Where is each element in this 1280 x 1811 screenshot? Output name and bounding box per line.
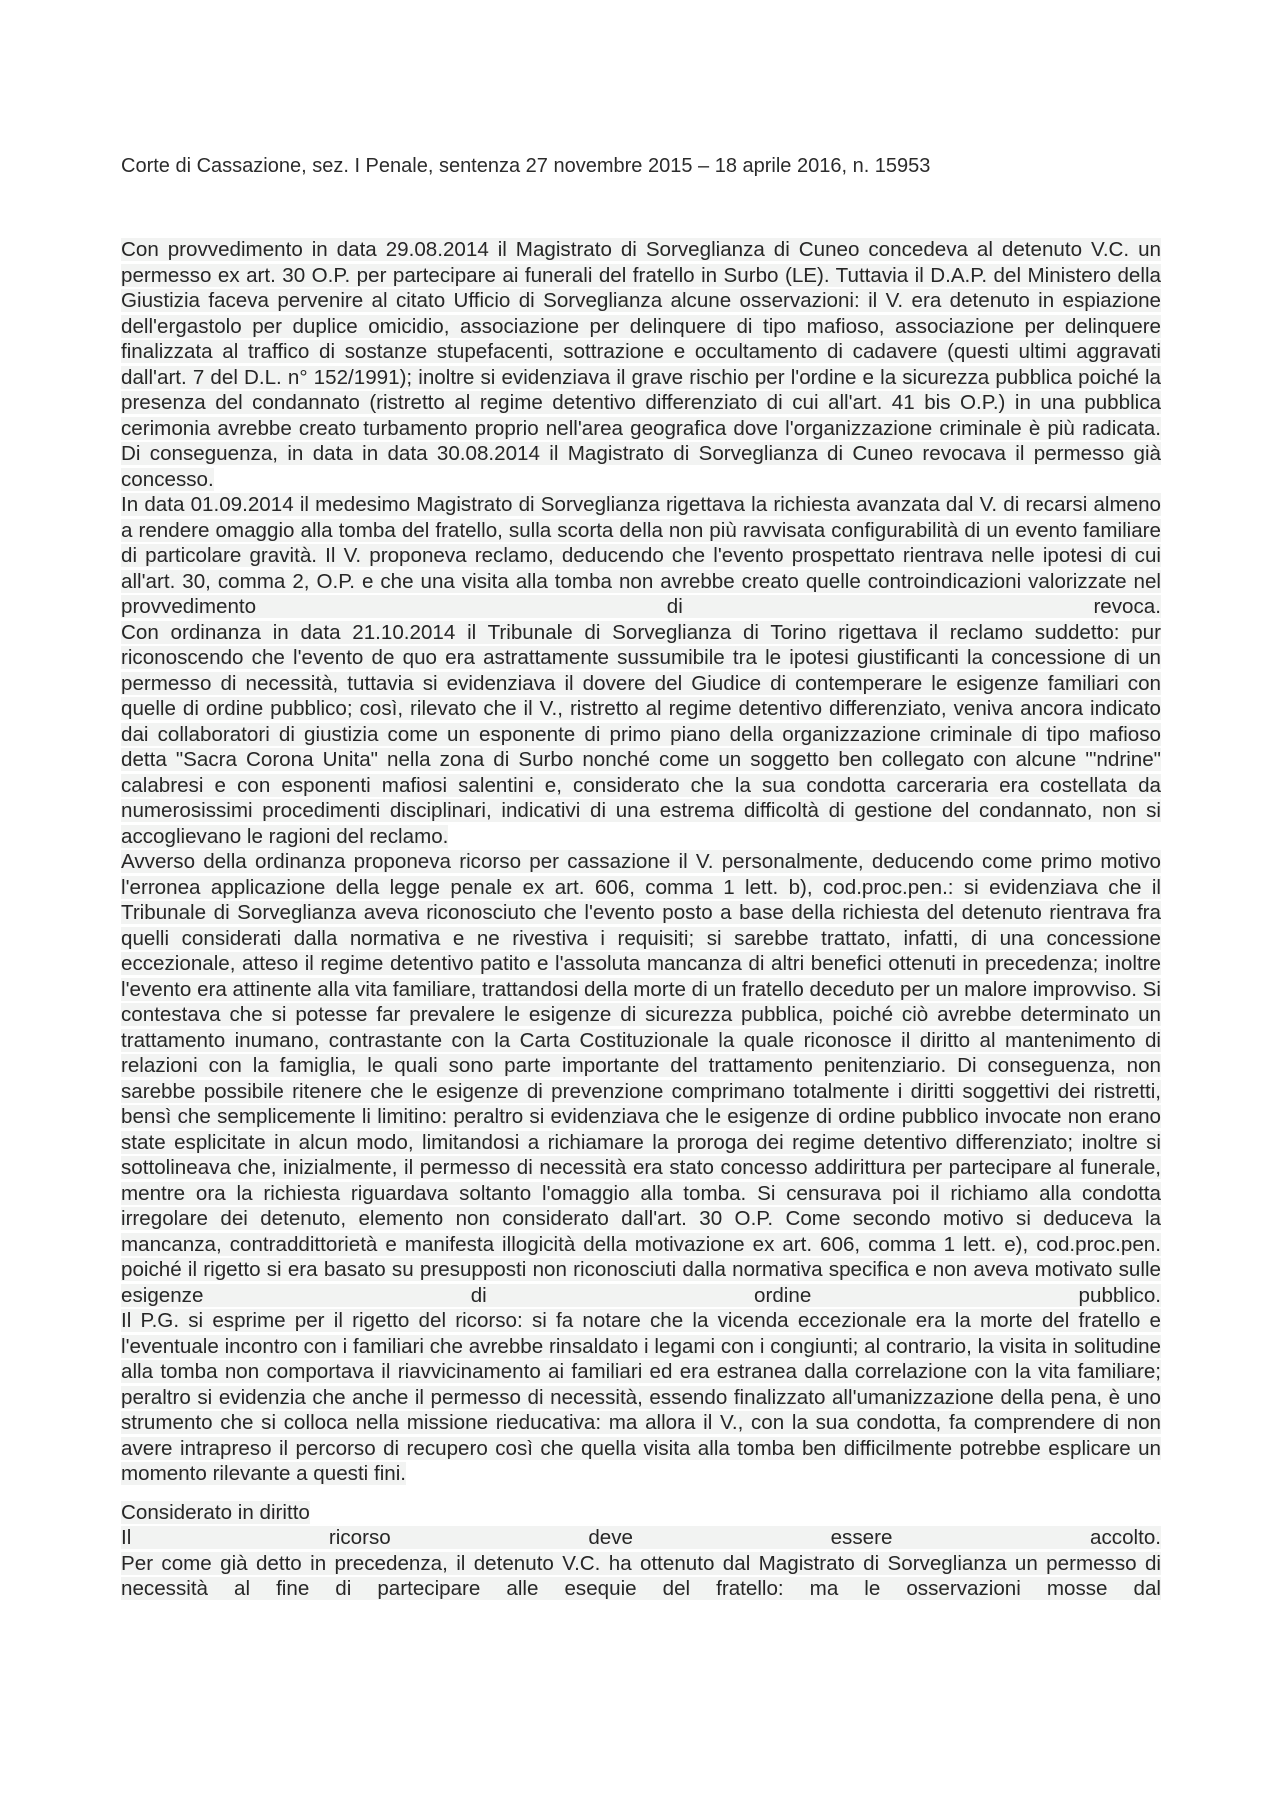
paragraph-4-text: Con ordinanza in data 21.10.2014 il Tribunale di Sorveglianza di Torino rigettava il reclamo suddetto: pur riconoscendo che l'evento de quo era astrattamente sussumibile tra le ipotesi giustificanti la concessione di un permesso di necessità, tuttavia si evidenziava il dovere del Giudice di contemperare le esigenze familiari con quelle di ordine pubblico; così, rilevato che il V., ristretto al regime detentivo differenziato, veniva ancora indicato dai collaboratori di giustizia come un esponente di primo piano della organizzazione criminale di tipo mafioso detta "Sacra Corona Unita" nella zona di Surbo nonché come un soggetto ben collegato con alcune '"ndrine" calabresi e con esponenti mafiosi salentini e, considerato che la sua condotta carceraria era costellata da numerosissimi procedimenti disciplinari, indicativi di una estrema difficoltà di gestione del condannato, non si accoglievano le ragioni del reclamo. bbox=[121, 620, 1161, 848]
paragraph-3 bbox=[121, 492, 1161, 620]
paragraph-6 bbox=[121, 1308, 1161, 1487]
paragraph-4 bbox=[121, 620, 1161, 850]
paragraph-1-text: Con provvedimento in data 29.08.2014 il Magistrato di Sorveglianza di Cuneo concedeva al detenuto V.C. un permesso ex art. 30 O.P. per partecipare ai funerali del fratello in Surbo (LE). Tuttavia il D.A.P. del Ministero della Giustizia faceva pervenire al citato Ufficio di Sorveglianza alcune osservazioni: il V. era detenuto in espiazione dell'ergastolo per duplice omicidio, associazione per delinquere di tipo mafioso, associazione per delinquere finalizzata al traffico di sostanze stupefacenti, sottrazione e occultamento di cadavere (questi ultimi aggravati dall'art. 7 del D.L. n° 152/1991); inoltre si evidenziava il grave rischio per l'ordine e la sicurezza pubblica poiché la presenza del condannato (ristretto al regime detentivo differenziato di cui all'art. 41 bis O.P.) in una pubblica cerimonia avrebbe creato turbamento proprio nell'area geografica dove l'organizzazione criminale è più radicata. bbox=[121, 238, 1161, 440]
document-body bbox=[121, 237, 1161, 1602]
paragraph-2-text: Di conseguenza, in data in data 30.08.2014 il Magistrato di Sorveglianza di Cuneo revocava il permesso già concesso. bbox=[121, 442, 1161, 491]
section-paragraph-2 bbox=[121, 1551, 1161, 1602]
paragraph-5 bbox=[121, 849, 1161, 1308]
paragraph-3-text: In data 01.09.2014 il medesimo Magistrato di Sorveglianza rigettava la richiesta avanzata dal V. di recarsi almeno a rendere omaggio alla tomba del fratello, sulla scorta della non più ravvisata configurabilità di un evento familiare di particolare gravità. Il V. proponeva reclamo, deducendo che l'evento prospettato rientrava nelle ipotesi di cui all'art. 30, comma 2, O.P. e che una visita alla tomba non avrebbe creato quelle controindicazioni valorizzate nel provvedimento di revoca. bbox=[121, 493, 1161, 618]
section-paragraph-2-text: Per come già detto in precedenza, il detenuto V.C. ha ottenuto dal Magistrato di Sorveglianza un permesso di necessità al fine di partecipare alle esequie del fratello: ma le osservazioni mosse dal bbox=[121, 1551, 1161, 1600]
paragraph-1 bbox=[121, 237, 1161, 441]
paragraph-6-text: Il P.G. si esprime per il rigetto del ricorso: si fa notare che la vicenda eccezionale era la morte del fratello e l'eventuale incontro con i familiari che avrebbe rinsaldato i legami con i congiunti; al contrario, la visita in solitudine alla tomba non comportava il riavvicinamento ai familiari ed era estranea dalla correlazione con la vita familiare; peraltro si evidenzia che anche il permesso di necessità, essendo finalizzato all'umanizzazione della pena, è uno strumento che si colloca nella missione rieducativa: ma allora il V., con la sua condotta, fa comprendere di non avere intrapreso il percorso di recupero così che quella visita alla tomba ben difficilmente potrebbe esplicare un momento rilevante a questi fini. bbox=[121, 1309, 1161, 1485]
section-paragraph-1-text: Il ricorso deve essere accolto. bbox=[121, 1526, 1161, 1549]
section-heading-text: Considerato in diritto bbox=[121, 1500, 310, 1524]
document-title: Corte di Cassazione, sez. I Penale, sentenza 27 novembre 2015 – 18 aprile 2016, n. 15953 bbox=[121, 155, 931, 177]
spacer bbox=[121, 1487, 1161, 1500]
paragraph-5-text: Avverso della ordinanza proponeva ricorso per cassazione il V. personalmente, deducendo come primo motivo l'erronea applicazione della legge penale ex art. 606, comma 1 lett. b), cod.proc.pen.: si evidenziava che il Tribunale di Sorveglianza aveva riconosciuto che l'evento posto a base della richiesta del detenuto rientrava fra quelli considerati dalla normativa e ne rivestiva i requisiti; si sarebbe trattato, infatti, di una concessione eccezionale, atteso il regime detentivo patito e l'assoluta mancanza di altri benefici ottenuti in precedenza; inoltre l'evento era attinente alla vita familiare, trattandosi della morte di un fratello deceduto per un malore improvviso. Si contestava che si potesse far prevalere le esigenze di sicurezza pubblica, poiché ciò avrebbe determinato un trattamento inumano, contrastante con la Carta Costituzionale la quale riconosce il diritto al mantenimento di relazioni con la famiglia, le quali sono parte importante del trattamento penitenziario. Di conseguenza, non sarebbe possibile ritenere che le esigenze di prevenzione comprimano totalmente i diritti soggettivi dei ristretti, bensì che semplicemente li limitino: peraltro si evidenziava che le esigenze di ordine pubblico invocate non erano state esplicitate in alcun modo, limitandosi a richiamare la proroga dei regime detentivo differenziato; inoltre si sottolineava che, inizialmente, il permesso di necessità era stato concesso addirittura per partecipare al funerale, mentre ora la richiesta riguardava soltanto l'omaggio alla tomba. Si censurava poi il richiamo alla condotta irregolare dei detenuto, elemento non considerato dall'art. 30 O.P. Come secondo motivo si deduceva la mancanza, contraddittorietà e manifesta illogicità della motivazione ex art. 606, comma 1 lett. e), cod.proc.pen. poiché il rigetto si era basato su presupposti non riconosciuti dalla normativa specifica e non aveva motivato sulle esigenze di ordine pubblico. bbox=[121, 850, 1161, 1307]
section-paragraph-1 bbox=[121, 1525, 1161, 1551]
paragraph-2 bbox=[121, 441, 1161, 492]
section-heading bbox=[121, 1500, 1161, 1526]
